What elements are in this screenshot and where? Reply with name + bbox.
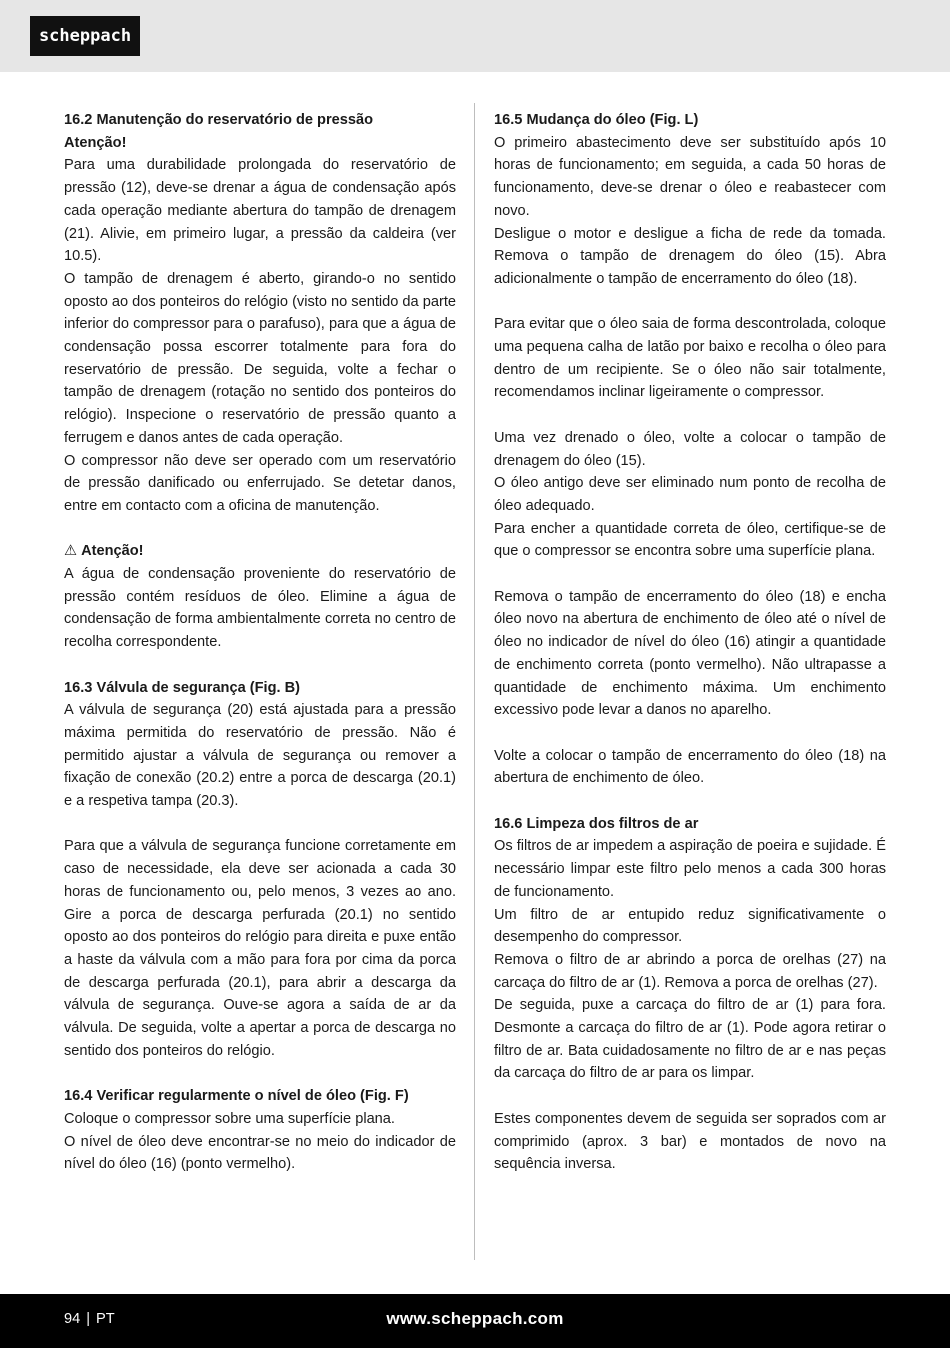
section-16-2-title: 16.2 Manutenção do reservatório de pressão	[64, 112, 374, 128]
page-header	[0, 0, 950, 72]
warning-text: A água de condensação proveniente do reservatório de pressão contém resíduos de óleo. Elimine a água de condensação de forma ambientalmente correta no centro de recolha correspondente.	[64, 566, 456, 651]
section-16-5-title: 16.5 Mudança do óleo (Fig. L)	[494, 112, 699, 128]
page-number: 94	[64, 1311, 81, 1327]
warning-heading	[64, 540, 456, 563]
section-16-5-paragraph-2: Desligue o motor e desligue a ficha de rede da tomada. Remova o tampão de drenagem do óleo (15). Abra adicionalmente o tampão de encerramento do óleo (18).	[494, 225, 886, 287]
section-16-6-title: 16.6 Limpeza dos filtros de ar	[494, 815, 699, 832]
section-16-5-paragraph-7: Remova o tampão de encerramento do óleo (18) e encha óleo novo na abertura de enchimento de óleo até o nível de óleo no indicador de nível do óleo (16) atingir a quantidade de enchimento correta (ponto vermelho). Não ultrapasse a quantidade de enchimento máxima. Um enchimento excessivo pode levar a danos no aparelho.	[494, 588, 886, 719]
section-16-5-paragraph-6: Para encher a quantidade correta de óleo, certifique-se de que o compressor se encontra sobre uma superfície plana.	[494, 520, 886, 560]
left-column	[64, 109, 456, 1176]
section-16-3-paragraph-2: Para que a válvula de segurança funcione corretamente em caso de necessidade, ela deve ser acionada a cada 30 horas de funcionamento ou, pelo menos, 3 vezes ao ano. Gire a porca de descarga perfurada (20.1) no sentido oposto ao dos ponteiros do relógio para direita e puxe então a haste da válvula com a mão para fora por cima da porca de descarga perfurada (20.1), para abrir a descarga da válvula de segurança. Ouve-se agora a saída de ar da válvula. De seguida, volte a apertar a porca de descarga no sentido dos ponteiros do relógio.	[64, 838, 456, 1059]
section-16-2-paragraph-3: O compressor não deve ser operado com um reservatório de pressão danificado ou enferrujado. Se detetar danos, entre em contacto com a oficina de manutenção.	[64, 452, 456, 514]
section-16-2-paragraph-2: O tampão de drenagem é aberto, girando-o no sentido oposto ao dos ponteiros do relógio (visto no sentido da parte inferior do compressor para o parafuso), para que a água de condensação possa escorrer totalmente para fora do reservatório de pressão. De seguida, volte a fechar o tampão de drenagem (rotação no sentido dos ponteiros do relógio). Inspecione o reservatório de pressão quanto a ferrugem e danos antes de cada operação.	[64, 270, 456, 446]
section-16-6-paragraph-5: Estes componentes devem de seguida ser soprados com ar comprimido (aprox. 3 bar) e montados de novo na sequência inversa.	[494, 1110, 886, 1173]
section-16-6-paragraph-4: De seguida, puxe a carcaça do filtro de ar (1) para fora. Desmonte a carcaça do filtro de ar (1). Pode agora retirar o filtro de ar. Bata cuidadosamente no filtro de ar e nas peças da carcaça do filtro de ar para os limpar.	[494, 997, 886, 1082]
language-code: PT	[96, 1311, 115, 1327]
section-16-3-paragraph-1: A válvula de segurança (20) está ajustada para a pressão máxima permitida do reservatório de pressão. Não é permitido ajustar a válvula de segurança ou remover a fixação de conexão (20.2) entre a porca de descarga (20.1) e a respetiva tampa (20.3).	[64, 702, 456, 810]
page-footer	[0, 1294, 950, 1348]
section-16-5-paragraph-4: Uma vez drenado o óleo, volte a colocar o tampão de drenagem do óleo (15).	[494, 429, 886, 469]
section-16-5-paragraph-3: Para evitar que o óleo saia de forma descontrolada, coloque uma pequena calha de latão por baixo e recolha o óleo para dentro de um recipiente. Se o óleo não sair totalmente, recomendamos inclinar ligeiramente o compressor.	[494, 316, 886, 401]
column-divider	[474, 103, 475, 1260]
section-16-5-paragraph-1: O primeiro abastecimento deve ser substituído após 10 horas de funcionamento; em seguida, a cada 50 horas de funcionamento, deve-se drenar o óleo e reabastecer com novo.	[494, 134, 886, 219]
page-separator: |	[86, 1311, 91, 1327]
section-16-6-paragraph-2: Um filtro de ar entupido reduz significativamente o desempenho do compressor.	[494, 906, 886, 946]
section-16-5-paragraph-8: Volte a colocar o tampão de encerramento do óleo (18) na abertura de enchimento de óleo.	[494, 747, 886, 787]
warning-triangle-icon: ⚠	[64, 543, 78, 560]
section-16-2-attention: Atenção!	[64, 134, 127, 151]
section-16-5-paragraph-5: O óleo antigo deve ser eliminado num ponto de recolha de óleo adequado.	[494, 475, 886, 514]
warning-title: Atenção!	[81, 543, 144, 560]
section-16-4-paragraph-2: O nível de óleo deve encontrar-se no meio do indicador de nível do óleo (16) (ponto vermelho).	[64, 1133, 456, 1173]
brand-logo: scheppach	[30, 16, 140, 56]
section-16-3-title: 16.3 Válvula de segurança (Fig. B)	[64, 679, 301, 696]
section-16-4-title: 16.4 Verificar regularmente o nível de óleo (Fig. F)	[64, 1088, 409, 1105]
section-16-2-paragraph-1: Para uma durabilidade prolongada do reservatório de pressão (12), deve-se drenar a água de condensação após cada operação mediante abertura do tampão de drenagem (21). Alivie, em primeiro lugar, a pressão da caldeira (ver 10.5).	[64, 157, 456, 265]
section-16-6-paragraph-3: Remova o filtro de ar abrindo a porca de orelhas (27) na carcaça do filtro de ar (1). Remova a porca de orelhas (27).	[494, 951, 886, 991]
section-16-6-paragraph-1: Os filtros de ar impedem a aspiração de poeira e sujidade. É necessário limpar este filtro pelo menos a cada 300 horas de funcionamento.	[494, 838, 886, 900]
website-url: www.scheppach.com	[386, 1309, 564, 1328]
right-column	[494, 109, 886, 1176]
section-16-4-paragraph-1: Coloque o compressor sobre uma superfície plana.	[64, 1110, 395, 1127]
